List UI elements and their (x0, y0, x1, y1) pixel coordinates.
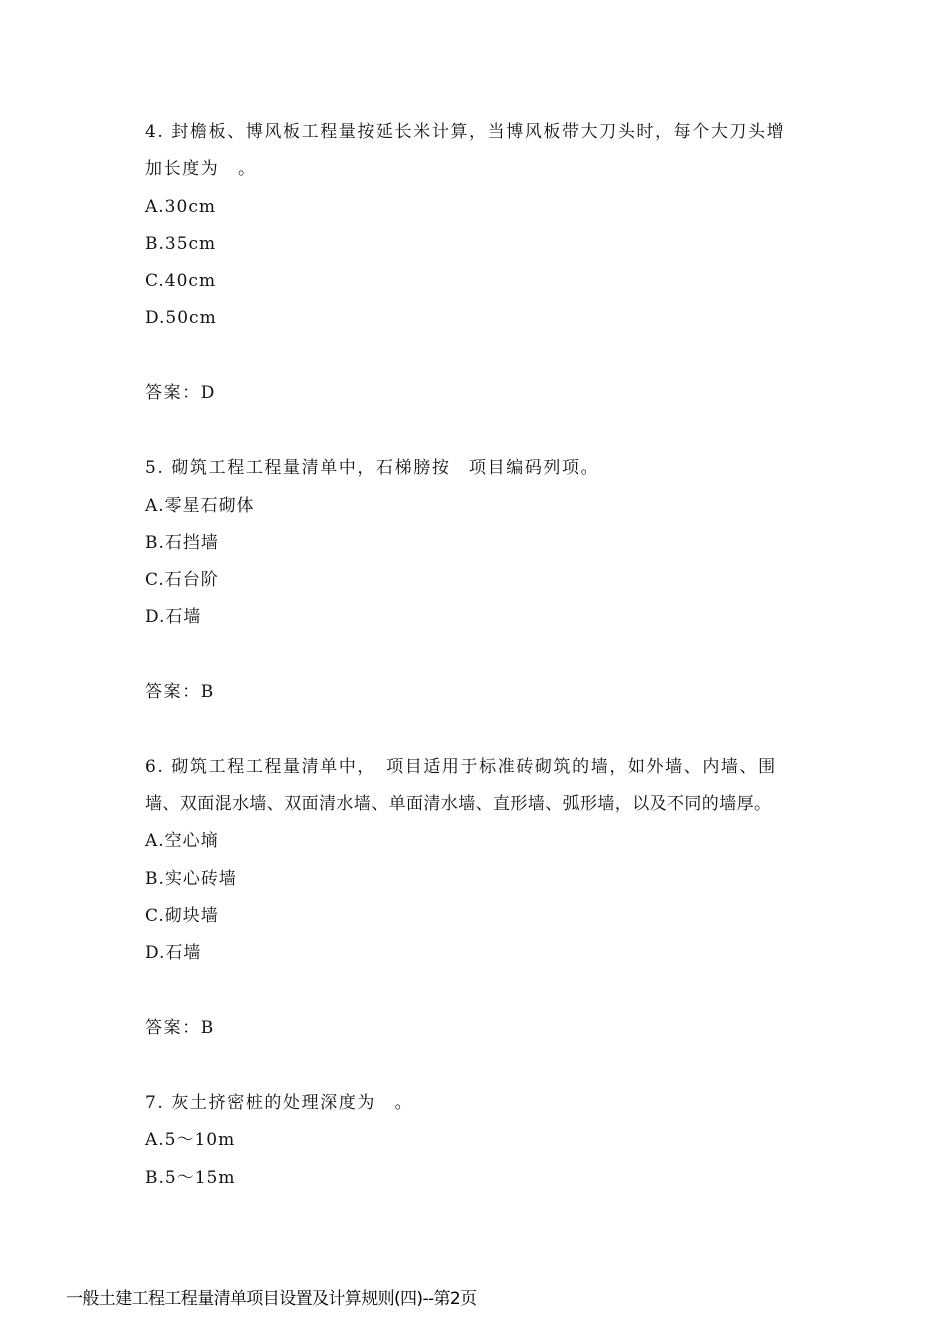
question-7-option-a: A.5～10m (145, 1130, 236, 1150)
question-6-option-d: D.石墙 (145, 943, 202, 963)
question-4-option-d: D.50cm (145, 308, 217, 328)
question-5-option-b: B.石挡墙 (145, 533, 219, 553)
question-6-option-a: A.空心墒 (145, 831, 219, 851)
question-4-stem-line-2: 加长度为 。 (145, 159, 257, 179)
question-5-option-d: D.石墙 (145, 607, 202, 627)
question-6-stem-line-2: 墙、双面混水墙、双面清水墙、单面清水墙、直形墙、弧形墙，以及不同的墙厚。 (145, 794, 772, 814)
question-4-option-c: C.40cm (145, 271, 217, 291)
question-4-stem-line-1: 4. 封檐板、博风板工程量按延长米计算，当博风板带大刀头时，每个大刀头增 (145, 122, 786, 142)
question-7-stem-line-1: 7. 灰土挤密桩的处理深度为 。 (145, 1093, 414, 1113)
question-4-option-a: A.30cm (145, 197, 216, 217)
question-6-option-b: B.实心砖墙 (145, 869, 237, 889)
question-5-stem-line-1: 5. 砌筑工程工程量清单中，石梯膀按 项目编码列项。 (145, 458, 600, 478)
question-5-option-c: C.石台阶 (145, 570, 219, 590)
question-5-answer: 答案：B (145, 682, 215, 702)
question-6-option-c: C.砌块墙 (145, 906, 219, 926)
question-6-answer: 答案：B (145, 1018, 215, 1038)
question-5-option-a: A.零星石砌体 (145, 496, 255, 516)
page-footer: 一般土建工程工程量清单项目设置及计算规则(四)--第2页 (66, 1289, 477, 1309)
question-6-stem-line-1: 6. 砌筑工程工程量清单中， 项目适用于标准砖砌筑的墙，如外墙、内墙、围 (145, 757, 777, 777)
question-7-option-b: B.5～15m (145, 1168, 236, 1188)
question-4-answer: 答案：D (145, 383, 217, 403)
question-4-option-b: B.35cm (145, 234, 217, 254)
